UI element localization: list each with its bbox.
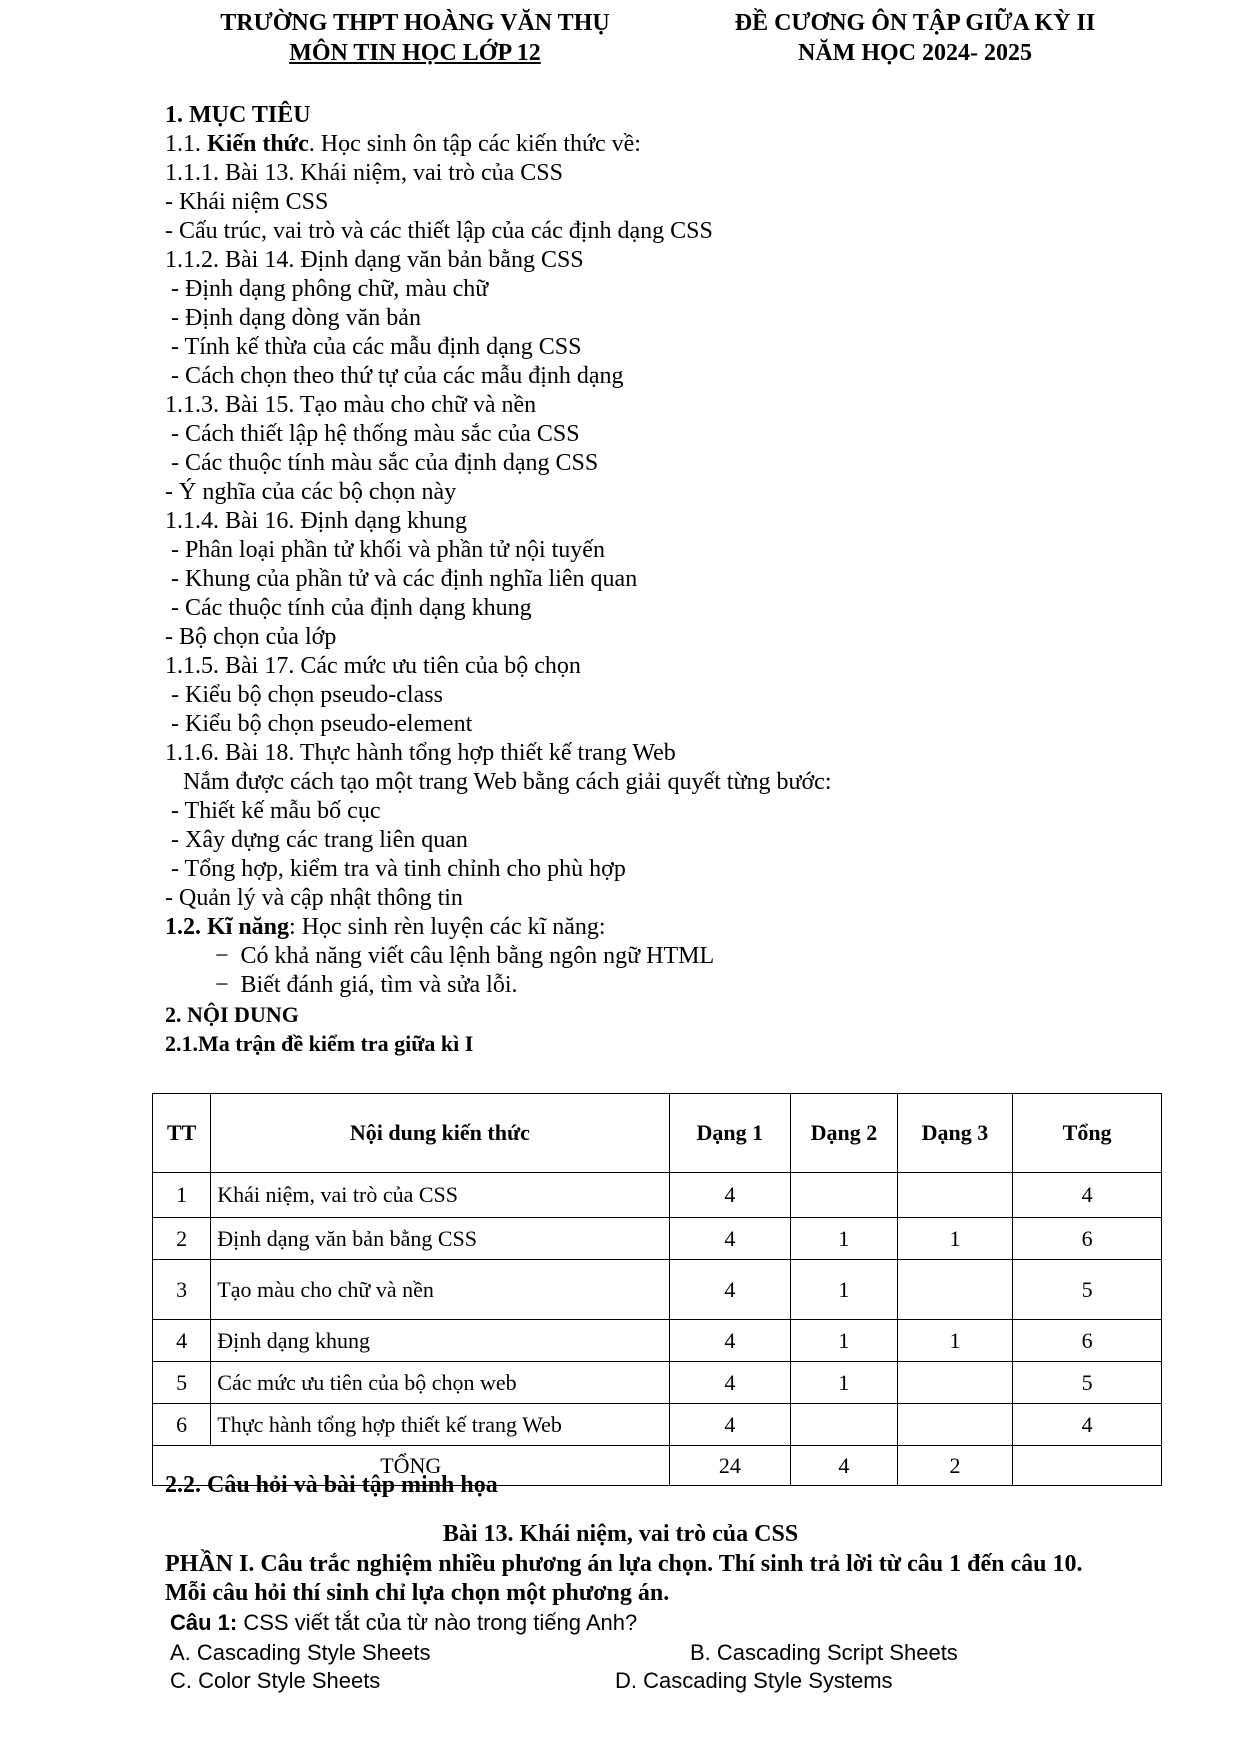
objective-line: 1.1.5. Bài 17. Các mức ưu tiên của bộ chọn [165,653,581,679]
total-cell: 4 [791,1446,898,1486]
objective-line: Nắm được cách tạo một trang Web bằng cách giải quyết từng bước: [165,769,832,795]
table-header-row [153,1094,1162,1173]
part-1-instructions [165,1550,1175,1608]
objective-line: - Tổng hợp, kiểm tra và tinh chỉnh cho phù hợp [165,856,626,882]
objective-line: 1.1.2. Bài 14. Định dạng văn bản bằng CSS [165,247,584,273]
objectives-section [165,101,832,1058]
option-a: A. Cascading Style Sheets [170,1640,431,1665]
objective-line: - Kiểu bộ chọn pseudo-element [165,711,473,737]
part-1-line-1: PHẦN I. Câu trắc nghiệm nhiều phương án lựa chọn. Thí sinh trả lời từ câu 1 đến câu 10. [165,1551,1083,1577]
option-c: C. Color Style Sheets [170,1668,381,1693]
total-cell: 24 [669,1446,791,1486]
total-label: TỔNG [153,1446,670,1486]
header-cell: Nội dung kiến thức [211,1094,669,1173]
objective-line: - Tính kế thừa của các mẫu định dạng CSS [165,334,582,360]
matrix-title: 2.1.Ma trận đề kiểm tra giữa kì I [165,1031,474,1056]
table-cell: 1 [791,1218,898,1260]
table-cell [897,1362,1013,1404]
table-cell: 3 [153,1260,211,1320]
table-row [153,1260,1162,1320]
objective-line: 1.1.3. Bài 15. Tạo màu cho chữ và nền [165,392,537,418]
table-cell: 1 [791,1320,898,1362]
skills-heading: 1.2. Kĩ năng: Học sinh rèn luyện các kĩ năng: [165,914,606,940]
skill-item-2: − Biết đánh giá, tìm và sửa lỗi. [215,972,518,998]
table-cell: 4 [669,1404,791,1446]
objective-line: - Định dạng phông chữ, màu chữ [165,276,489,302]
table-cell: 1 [791,1260,898,1320]
table-cell: Thực hành tổng hợp thiết kế trang Web [211,1404,669,1446]
table-cell: 4 [1013,1173,1162,1218]
table-cell: 5 [153,1362,211,1404]
part-1-line-2: Mỗi câu hỏi thí sinh chỉ lựa chọn một phương án. [165,1580,670,1606]
table-row [153,1404,1162,1446]
header-cell: Dạng 2 [791,1094,898,1173]
table-cell: 4 [669,1218,791,1260]
table-cell: 6 [1013,1218,1162,1260]
objective-line: - Quản lý và cập nhật thông tin [165,885,463,911]
table-cell: 4 [1013,1404,1162,1446]
table-cell: 4 [669,1260,791,1320]
table-row [153,1173,1162,1218]
table-row [153,1362,1162,1404]
table-cell: Định dạng khung [211,1320,669,1362]
exam-matrix-table [152,1093,1162,1486]
table-cell: 6 [153,1404,211,1446]
table-cell: 5 [1013,1362,1162,1404]
document-header [700,8,1130,68]
objective-line: - Thiết kế mẫu bố cục [165,798,381,824]
table-cell [791,1173,898,1218]
table-cell: 4 [669,1320,791,1362]
table-cell: 1 [897,1320,1013,1362]
header-cell: Tổng [1013,1094,1162,1173]
objective-line: 1.1.6. Bài 18. Thực hành tổng hợp thiết kế trang Web [165,740,676,766]
table-cell: Khái niệm, vai trò của CSS [211,1173,669,1218]
section-2-title: 2. NỘI DUNG [165,1002,299,1027]
table-cell [897,1260,1013,1320]
school-year: NĂM HỌC 2024- 2025 [798,40,1032,66]
objective-line: - Các thuộc tính màu sắc của định dạng CSS [165,450,599,476]
table-cell [791,1404,898,1446]
table-cell: 1 [791,1362,898,1404]
table-row [153,1218,1162,1260]
objective-line: - Khung của phần tử và các định nghĩa liên quan [165,566,638,592]
header-cell: Dạng 1 [669,1094,791,1173]
objective-line: - Cách thiết lập hệ thống màu sắc của CSS [165,421,580,447]
table-cell: 5 [1013,1260,1162,1320]
lesson-title: Bài 13. Khái niệm, vai trò của CSS [442,1521,799,1547]
document-title: ĐỀ CƯƠNG ÔN TẬP GIỮA KỲ II [734,10,1096,36]
subject-name: MÔN TIN HỌC LỚP 12 [289,40,541,66]
question-1: Câu 1: CSS viết tắt của từ nào trong tiếng Anh? [170,1610,638,1635]
skill-item-1: − Có khả năng viết câu lệnh bằng ngôn ngữ HTML [215,943,715,969]
table-cell: 4 [669,1362,791,1404]
objective-line: 1.1.1. Bài 13. Khái niệm, vai trò của CSS [165,160,563,186]
table-cell: 4 [669,1173,791,1218]
section-1-title: 1. MỤC TIÊU [165,102,311,128]
table-cell: 1 [897,1218,1013,1260]
table-cell [897,1173,1013,1218]
option-b: B. Cascading Script Sheets [690,1640,958,1665]
table-cell: Định dạng văn bản bằng CSS [211,1218,669,1260]
table-cell: 2 [153,1218,211,1260]
objective-line: - Xây dựng các trang liên quan [165,827,468,853]
table-cell [897,1404,1013,1446]
table-cell: Tạo màu cho chữ và nền [211,1260,669,1320]
table-row [153,1320,1162,1362]
objective-line: - Cấu trúc, vai trò và các thiết lập của các định dạng CSS [165,218,713,244]
school-header [205,8,625,68]
header-cell: Dạng 3 [897,1094,1013,1173]
knowledge-heading: 1.1. Kiến thức. Học sinh ôn tập các kiến thức về: [165,131,641,157]
objective-line: - Khái niệm CSS [165,189,329,215]
school-name: TRƯỜNG THPT HOÀNG VĂN THỤ [220,10,610,36]
total-cell: 2 [897,1446,1013,1486]
objective-line: - Cách chọn theo thứ tự của các mẫu định dạng [165,363,624,389]
objective-line: - Các thuộc tính của định dạng khung [165,595,532,621]
objective-line: - Định dạng dòng văn bản [165,305,421,331]
objective-line: - Bộ chọn của lớp [165,624,337,650]
objective-list [165,159,832,913]
objective-line: - Ý nghĩa của các bộ chọn này [165,479,457,505]
illustration-title: 2.2. Câu hỏi và bài tập minh họa [165,1472,498,1498]
objective-line: - Phân loại phần tử khối và phần tử nội tuyến [165,537,605,563]
objective-line: - Kiểu bộ chọn pseudo-class [165,682,443,708]
table-cell: 4 [153,1320,211,1362]
total-cell [1013,1446,1162,1486]
table-cell: 6 [1013,1320,1162,1362]
table-cell: 1 [153,1173,211,1218]
objective-line: 1.1.4. Bài 16. Định dạng khung [165,508,467,534]
table-cell: Các mức ưu tiên của bộ chọn web [211,1362,669,1404]
option-d: D. Cascading Style Systems [615,1668,893,1693]
header-cell: TT [153,1094,211,1173]
